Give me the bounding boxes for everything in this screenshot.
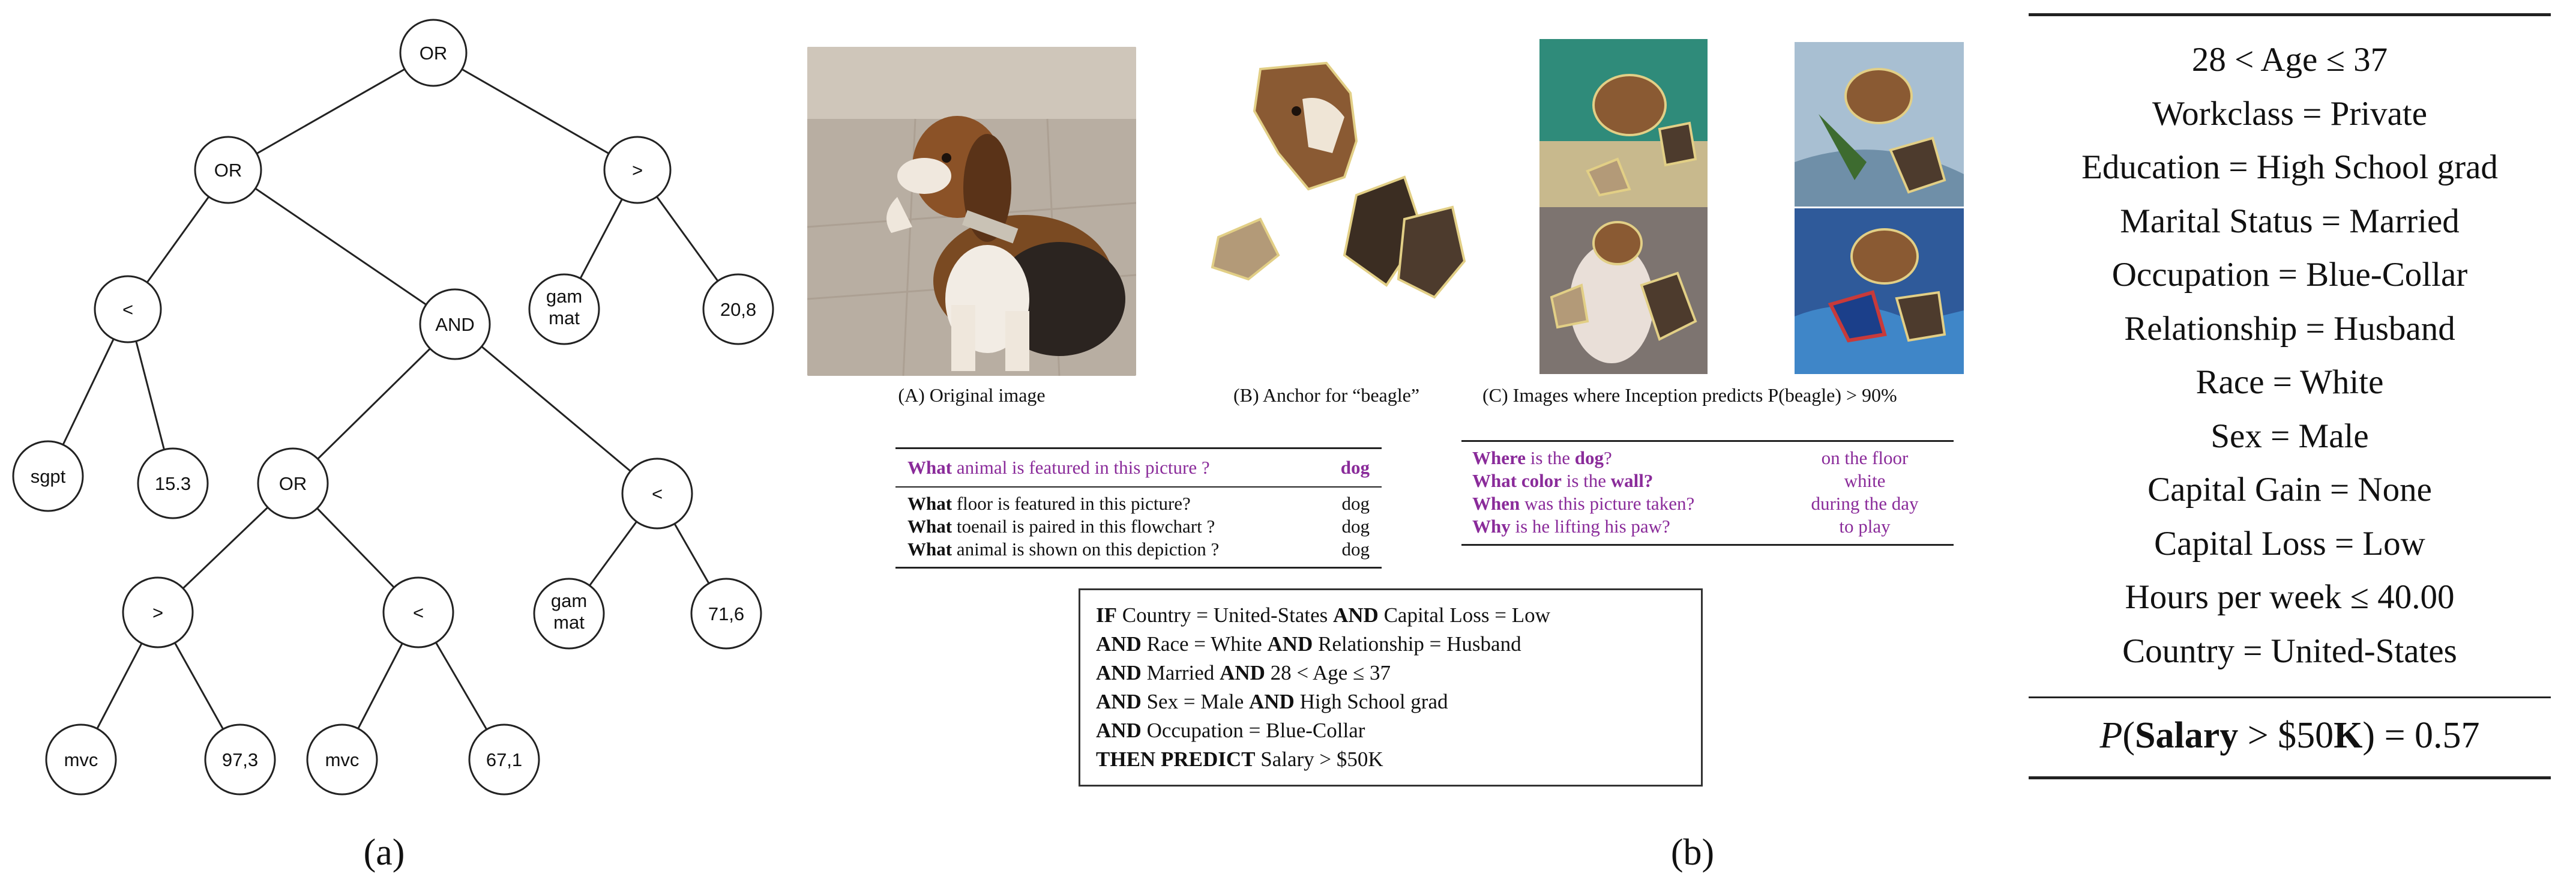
svg-text:67,1: 67,1 xyxy=(486,749,523,770)
svg-text:20,8: 20,8 xyxy=(720,299,757,320)
rule-line: IF Country = United-States AND Capital Loss = Low xyxy=(1096,603,1550,627)
node-67-1 xyxy=(469,725,539,794)
svg-text:OR: OR xyxy=(419,43,448,64)
vqa-header-row: What animal is featured in this picture ? dog xyxy=(895,449,1382,488)
inception-image-3 xyxy=(1795,42,1964,207)
rule-line: THEN PREDICT Salary > $50K xyxy=(1096,748,1383,771)
node-gt-right xyxy=(604,137,670,203)
expression-tree xyxy=(0,0,780,841)
rule-line: AND Occupation = Blue-Collar xyxy=(1096,719,1365,742)
condition-item: Education = High School grad xyxy=(2081,148,2498,186)
condition-item: 28 < Age ≤ 37 xyxy=(2191,41,2388,79)
condition-item: Capital Loss = Low xyxy=(2154,524,2425,563)
node-lt-left xyxy=(95,276,161,342)
caption-original: (A) Original image xyxy=(898,384,1046,406)
svg-text:71,6: 71,6 xyxy=(708,603,745,624)
svg-text:OR: OR xyxy=(214,160,242,181)
condition-item: Sex = Male xyxy=(2210,417,2369,455)
salary-probability: P(Salary > $50K) = 0.57 xyxy=(2099,715,2480,756)
node-or-lower xyxy=(258,449,328,518)
node-mvc-1 xyxy=(46,725,116,794)
inception-image-2 xyxy=(1539,207,1708,374)
node-root xyxy=(400,20,466,86)
condition-item: Marital Status = Married xyxy=(2120,202,2460,240)
svg-text:15.3: 15.3 xyxy=(154,473,191,494)
node-gt-lower xyxy=(123,578,193,647)
anchor-rule-box xyxy=(1079,588,1703,787)
node-20-8 xyxy=(703,274,773,344)
node-lt-right xyxy=(622,459,692,528)
node-71-6 xyxy=(691,579,761,648)
conditions-list xyxy=(2029,33,2551,678)
panel-a-label: (a) xyxy=(363,832,405,873)
svg-text:97,3: 97,3 xyxy=(221,749,259,770)
rule-line: AND Sex = Male AND High School grad xyxy=(1096,690,1448,713)
svg-text:<: < xyxy=(412,602,424,623)
vqa-example-row: Why is he lifting his paw? to play xyxy=(1472,516,1891,537)
svg-text:gam: gam xyxy=(546,286,583,307)
svg-text:mvc: mvc xyxy=(64,749,98,770)
table-bottom-rule xyxy=(2029,776,2551,779)
condition-item: Hours per week ≤ 40.00 xyxy=(2125,578,2455,616)
panel-b-label: (b) xyxy=(1670,832,1715,873)
condition-item: Capital Gain = None xyxy=(2147,471,2432,509)
svg-text:<: < xyxy=(651,483,663,504)
node-lt-lower xyxy=(384,578,453,647)
condition-item: Occupation = Blue-Collar xyxy=(2111,256,2468,294)
vqa-anchor-table xyxy=(895,447,1382,569)
inception-image-1 xyxy=(1539,39,1708,207)
condition-item: Race = White xyxy=(2195,363,2384,401)
node-gam-mat-top xyxy=(529,274,599,344)
svg-text:AND: AND xyxy=(435,314,475,335)
svg-text:mat: mat xyxy=(549,307,580,328)
node-and xyxy=(420,289,490,359)
vqa-example-row: What color is the wall? white xyxy=(1472,470,1886,491)
svg-text:<: < xyxy=(122,299,134,320)
node-mvc-2 xyxy=(307,725,377,794)
table-mid-rule xyxy=(2029,696,2551,698)
original-image xyxy=(807,47,1136,376)
svg-text:gam: gam xyxy=(550,590,588,611)
node-sgpt xyxy=(13,441,83,511)
rule-line: AND Married AND 28 < Age ≤ 37 xyxy=(1096,661,1391,684)
node-or-left xyxy=(195,137,261,203)
node-15-3 xyxy=(138,449,208,518)
table-top-rule xyxy=(2029,13,2551,16)
svg-text:>: > xyxy=(152,602,164,623)
node-gam-mat-bottom xyxy=(534,579,604,648)
svg-text:>: > xyxy=(631,160,643,181)
anchor-image xyxy=(1206,57,1470,309)
vqa-row: What toenail is paired in this flowchart ? dog xyxy=(907,516,1370,537)
vqa-row: What floor is featured in this picture? dog xyxy=(907,493,1370,514)
svg-text:mvc: mvc xyxy=(325,749,360,770)
condition-item: Workclass = Private xyxy=(2152,94,2428,133)
vqa-example-row: When was this picture taken? during the day xyxy=(1472,493,1919,514)
caption-inception: (C) Images where Inception predicts P(beagle) > 90% xyxy=(1482,384,1897,406)
vqa-row: What animal is shown on this depiction ? dog xyxy=(907,539,1370,560)
caption-anchor: (B) Anchor for “beagle” xyxy=(1233,384,1420,406)
vqa-examples-table xyxy=(1461,440,1954,546)
inception-image-4 xyxy=(1795,208,1964,374)
svg-text:OR: OR xyxy=(278,473,307,494)
condition-item: Country = United-States xyxy=(2122,632,2457,670)
rule-line: AND Race = White AND Relationship = Husband xyxy=(1096,632,1521,656)
svg-text:sgpt: sgpt xyxy=(30,466,66,487)
node-97-3 xyxy=(205,725,275,794)
condition-item: Relationship = Husband xyxy=(2124,309,2455,348)
svg-text:mat: mat xyxy=(553,612,585,633)
vqa-example-row: Where is the dog? on the floor xyxy=(1472,447,1909,468)
